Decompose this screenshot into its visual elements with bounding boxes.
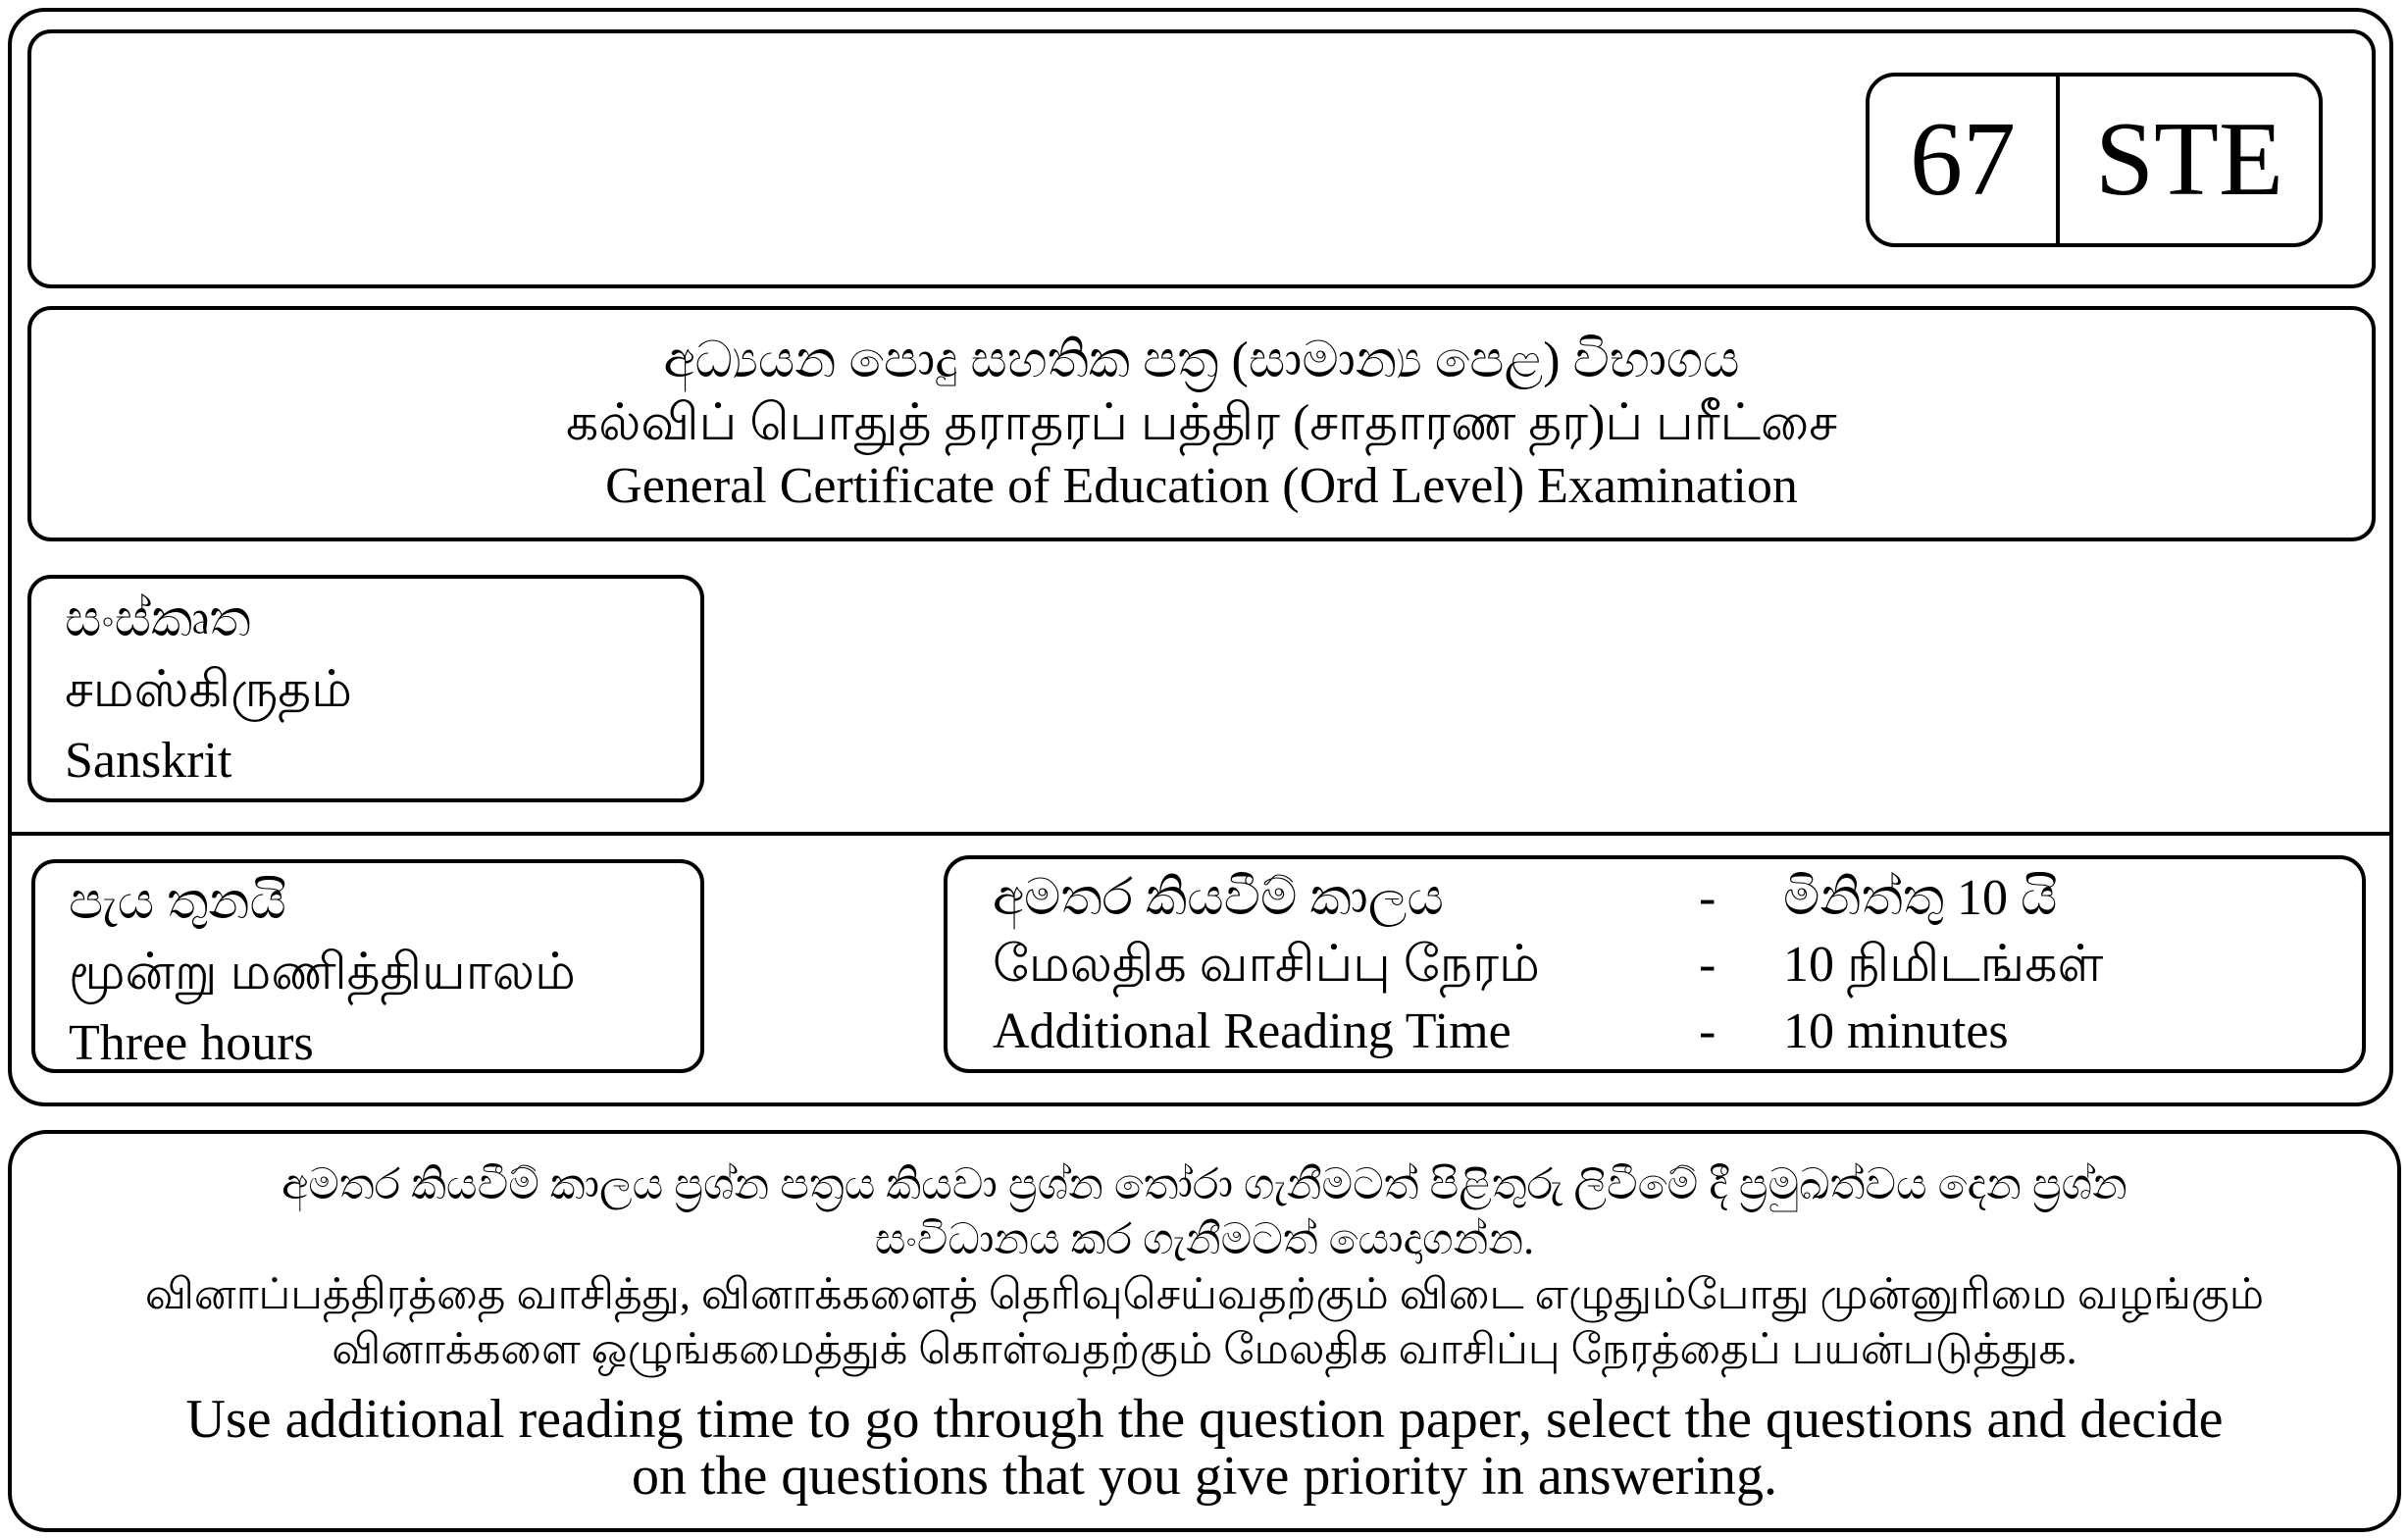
subject-sinhala: සංස්කෘත — [65, 591, 251, 647]
duration-tamil: மூன்று மணித்தியாலம் — [69, 945, 576, 1000]
instruction-tamil-line-2: வினாக்களை ஒழுங்கமைத்துக் கொள்வதற்கும் மேலதிக வாசிப்பு நேரத்தைப் பயன்படுத்துக. — [332, 1325, 2077, 1373]
reading-time-value: 10 நிமிடங்கள் — [1783, 937, 2104, 993]
reading-time-value: මිනිත්තු 10 යි — [1783, 870, 2058, 926]
reading-time-box — [944, 855, 2366, 1073]
paper-code-box — [1866, 73, 2323, 247]
subject-code: STE — [2094, 101, 2283, 218]
reading-time-value: 10 minutes — [1783, 1003, 2009, 1059]
instruction-sinhala-line-1: අමතර කියවීම් කාලය ප්‍රශ්න පත්‍රය කියවා ප්‍රශ්න තෝරා ගැනීමටත් පිළිතුරු ලිවීමේ දී ප්‍රමුඛත්වය දෙන ප්‍රශ්න — [282, 1160, 2127, 1208]
reading-time-row-english — [993, 999, 2362, 1065]
exam-title-box — [27, 306, 2376, 541]
duration-box — [31, 859, 704, 1073]
reading-time-row-tamil — [993, 932, 2362, 999]
reading-time-dash: - — [1699, 870, 1716, 926]
subject-english: Sanskrit — [65, 733, 232, 789]
reading-time-dash: - — [1699, 1003, 1716, 1059]
reading-time-label: மேலதிக வாசிப்பு நேரம் — [993, 937, 1540, 993]
exam-title-english: General Certificate of Education (Ord Level) Examination — [605, 458, 1798, 514]
subject-tamil: சமஸ்கிருதம் — [65, 662, 353, 718]
instruction-tamil-line-1: வினாப்பத்திரத்தை வாசித்து, வினாக்களைத் தெரிவுசெய்வதற்கும் விடை எழுதும்போது முன்னுரிமை வழங்கும் — [144, 1270, 2265, 1318]
paper-number: 67 — [1870, 77, 2060, 243]
section-divider — [8, 832, 2393, 836]
reading-time-dash: - — [1699, 937, 1716, 993]
instructions-box — [8, 1130, 2401, 1532]
duration-sinhala: පැය තුනයි — [69, 874, 286, 930]
reading-time-label: අමතර කියවීම් කාලය — [993, 870, 1444, 926]
subject-box — [27, 575, 704, 802]
instruction-english-line-1: Use additional reading time to go through the question paper, select the questions and decide — [185, 1389, 2224, 1450]
reading-time-label: Additional Reading Time — [993, 1003, 1511, 1059]
instruction-sinhala-line-2: සංවිධානය කර ගැනීමටත් යොදාගන්න. — [874, 1215, 1535, 1263]
exam-title-sinhala: අධ්‍යයන පොදු සහතික පත්‍ර (සාමාන්‍ය පෙළ) විභාගය — [663, 333, 1740, 388]
reading-time-row-sinhala — [993, 865, 2362, 932]
exam-title-tamil: கல்விப் பொதுத் தராதரப் பத்திர (சாதாரண தர)ப் பரீட்சை — [566, 395, 1837, 451]
instruction-english-line-2: on the questions that you give priority in answering. — [631, 1446, 1778, 1507]
duration-english: Three hours — [69, 1015, 314, 1071]
